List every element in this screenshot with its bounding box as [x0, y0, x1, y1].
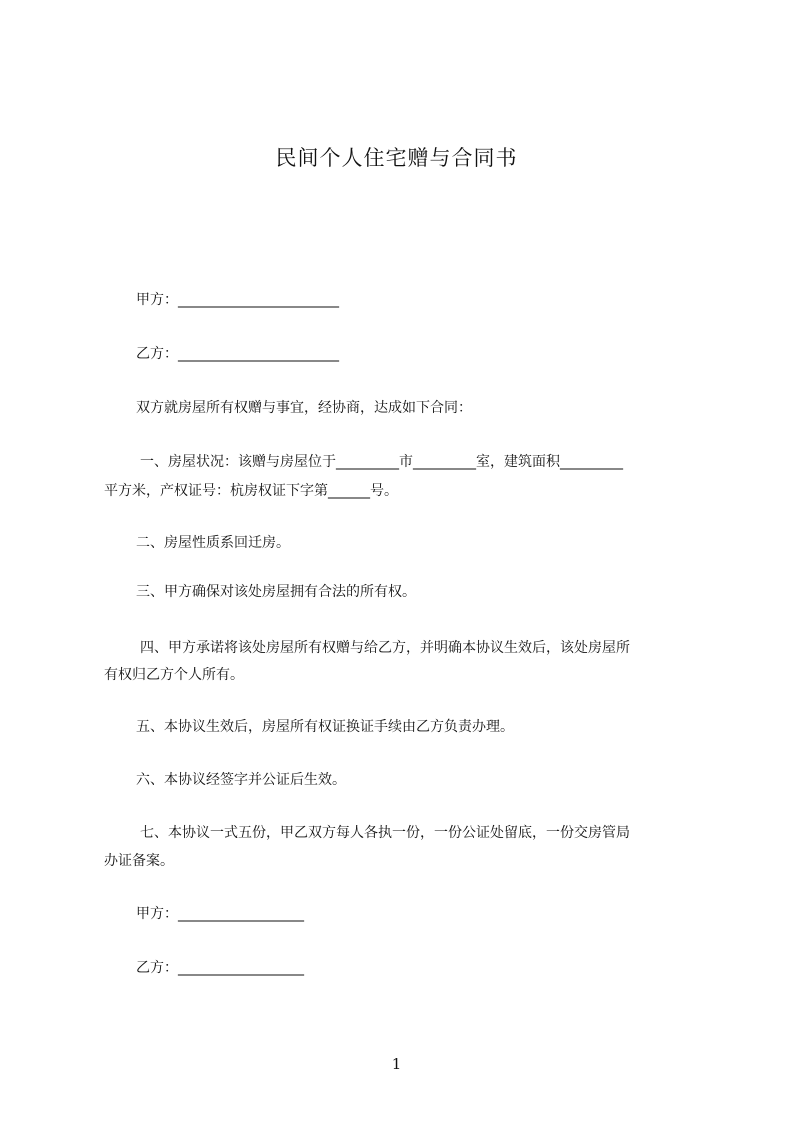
document-title: 民间个人住宅赠与合同书 [275, 146, 518, 170]
party-b-signature-line: 乙方：__________________ [136, 960, 304, 976]
party-b-line: 乙方：_______________________ [136, 346, 339, 362]
page-number: 1 [391, 1055, 402, 1073]
party-a-signature-line: 甲方：__________________ [136, 906, 304, 922]
clause-5: 五、本协议生效后，房屋所有权证换证手续由乙方负责办理。 [136, 719, 514, 735]
clause-4-line-2: 有权归乙方个人所有。 [104, 667, 244, 683]
intro-paragraph: 双方就房屋所有权赠与事宜，经协商，达成如下合同： [136, 400, 472, 416]
clause-4-line-1: 四、甲方承诺将该处房屋所有权赠与给乙方，并明确本协议生效后，该处房屋所 [140, 640, 630, 656]
clause-7-line-1: 七、本协议一式五份，甲乙双方每人各执一份，一份公证处留底，一份交房管局 [140, 825, 630, 841]
clause-3: 三、甲方确保对该处房屋拥有合法的所有权。 [136, 584, 416, 600]
clause-2: 二、房屋性质系回迁房。 [136, 535, 290, 551]
clause-7-line-2: 办证备案。 [104, 853, 174, 869]
party-a-line: 甲方：_______________________ [136, 292, 339, 308]
clause-1-line-1: 一、房屋状况：该赠与房屋位于_________市_________室，建筑面积_________ [140, 454, 623, 470]
clause-1-line-2: 平方米，产权证号：杭房权证下字第______号。 [104, 483, 398, 499]
clause-6: 六、本协议经签字并公证后生效。 [136, 772, 346, 788]
